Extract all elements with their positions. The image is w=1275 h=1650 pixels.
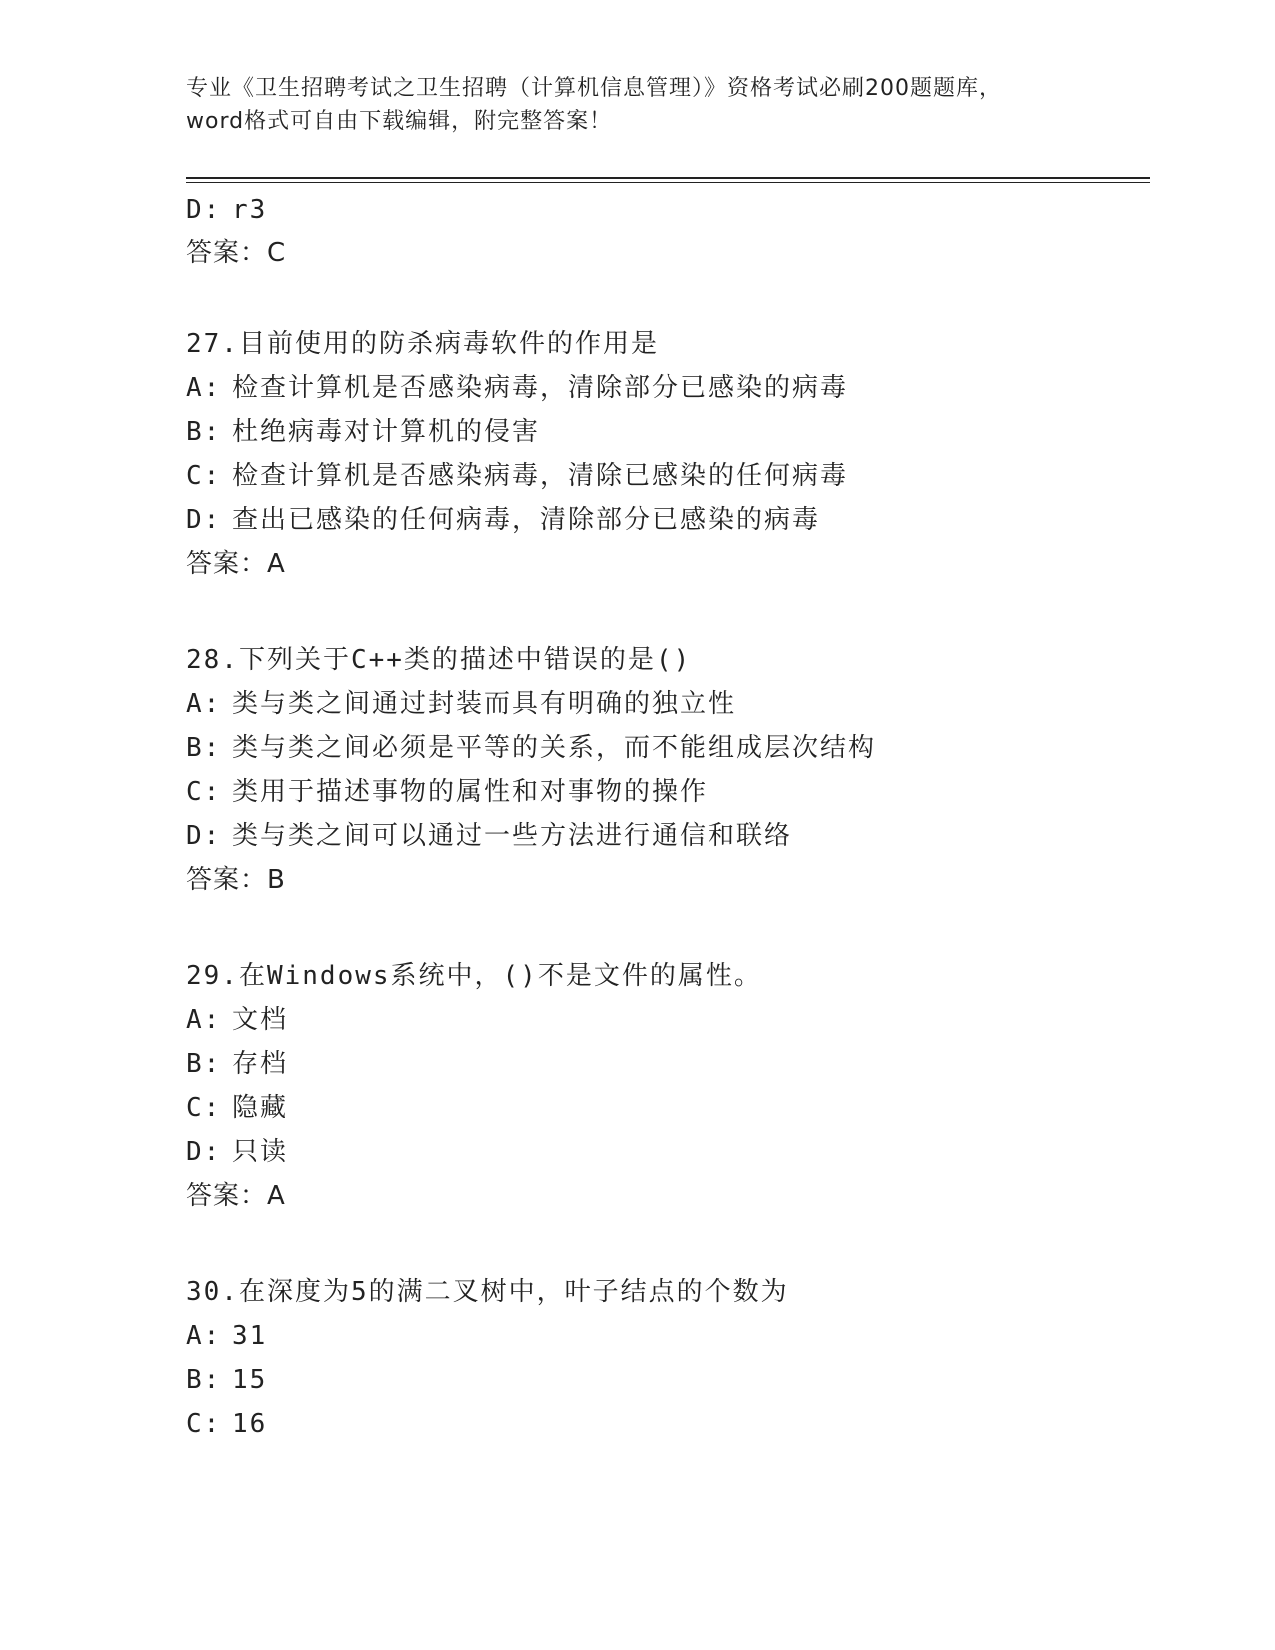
question-stem: 30.在深度为5的满二叉树中，叶子结点的个数为 — [186, 1277, 789, 1307]
option-c: C: 检查计算机是否感染病毒，清除已感染的任何病毒 — [186, 461, 849, 491]
header-line-2: word格式可自由下载编辑，附完整答案！ — [186, 109, 613, 134]
answer: 答案：C — [186, 238, 287, 268]
option-d: D: 只读 — [186, 1137, 289, 1167]
option-a: A: 类与类之间通过封装而具有明确的独立性 — [186, 689, 737, 719]
header-divider-thin — [186, 182, 1150, 183]
option-b: B: 存档 — [186, 1049, 289, 1079]
option-d: D: 查出已感染的任何病毒，清除部分已感染的病毒 — [186, 505, 821, 535]
option-c: C: 隐藏 — [186, 1093, 289, 1123]
option-b: B: 类与类之间必须是平等的关系，而不能组成层次结构 — [186, 733, 877, 763]
question-stem: 28.下列关于C++类的描述中错误的是() — [186, 645, 692, 675]
option-b: B: 15 — [186, 1365, 268, 1395]
option-a: A: 31 — [186, 1321, 268, 1351]
question-stem: 27.目前使用的防杀病毒软件的作用是 — [186, 329, 659, 359]
answer: 答案：B — [186, 865, 286, 895]
question-stem: 29.在Windows系统中，()不是文件的属性。 — [186, 961, 762, 991]
answer: 答案：A — [186, 1181, 286, 1211]
document-header — [186, 72, 1086, 138]
header-line-1: 专业《卫生招聘考试之卫生招聘（计算机信息管理）》资格考试必刷200题题库， — [186, 76, 1002, 101]
option-c: C: 16 — [186, 1409, 268, 1439]
option-d: D: r3 — [186, 195, 268, 225]
option-a: A: 文档 — [186, 1005, 289, 1035]
option-d: D: 类与类之间可以通过一些方法进行通信和联络 — [186, 821, 793, 851]
answer: 答案：A — [186, 549, 286, 579]
header-divider — [186, 177, 1150, 179]
option-c: C: 类用于描述事物的属性和对事物的操作 — [186, 777, 709, 807]
option-a: A: 检查计算机是否感染病毒，清除部分已感染的病毒 — [186, 373, 849, 403]
option-b: B: 杜绝病毒对计算机的侵害 — [186, 417, 541, 447]
